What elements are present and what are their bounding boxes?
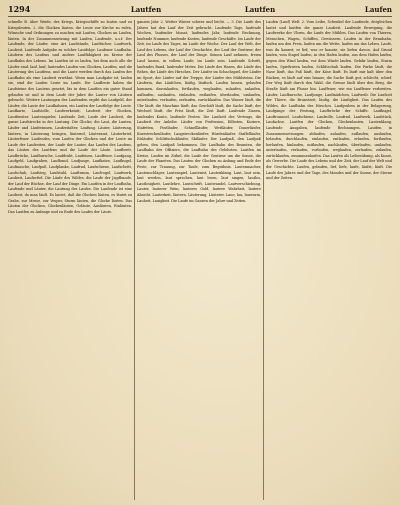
page-number: 1294 xyxy=(8,4,31,14)
column-divider xyxy=(263,20,264,500)
page-header xyxy=(8,4,392,17)
center-running-head: Lautfen xyxy=(244,5,276,14)
right-running-head: Laufen xyxy=(364,5,392,14)
column-divider xyxy=(134,20,135,500)
left-running-head: Lautfen xyxy=(130,5,162,14)
text-column-middle xyxy=(137,20,261,502)
text-column-left xyxy=(8,20,132,502)
column-text: Laufen (Lauf) Welt. 2. Vom Leibe, Schenkel der Laufende, dergleichen lautet und lautfen die ganze Laufzeit. Laufende Bewegung, die Laufwerke der Uhren, die Laufe der Mühlen. Das Laufen von Thieren, Menschen, Wagen, Schiffen, Gewässern. Laufen in der Rennbahn, laufen um den Preis, laufen um die Wette, laufen um das Leben. Laufe, was du kannst; er lief, was er konnte; sie liefen davon. Auf Grund laufen, vom Stapel laufen, in den Hafen laufen, aus dem Hafen laufen, gegen den Wind laufen, vor dem Winde laufen. Gefahr laufen, Sturm laufen, Spießruten laufen, Schlittschuh laufen. Die Farbe läuft, die Nase läuft, das Faß läuft, der Käse läuft. Es läuft mir kalt über den Rücken; es läuft auf eins hinaus; die Sache läuft gut, schlecht, schief. Der Weg läuft durch den Wald, die Grenze läuft über den Berg, die Straße läuft am Flusse hin. Lauffeuer, wie ein Lauffeuer verbreiten. Läufer, Laufbursche, Laufjunge, Laufmädchen, Laufweib. Die Laufzeit der Thiere, die Brunstzeit, läufig, die Läufigkeit. Das Laufen des Wildes, die Laufbahn des Hirsches. Laufgraben in der Belagerung, Laufgänge der Festung, Laufbrücke der Schiffe. Laufkugel, Lauftrommel, Laufschiene, Laufrolle, Laufrad, Laufwerk, Laufstück, Laufachse. Lautfen der Glocken, Glockenlauten, Lautenklang. Laufende Ausgaben, laufende Rechnungen. Lautfen in Zusammensetzungen: ablaufen, anlaufen, auflaufen, auslaufen, belaufen, durchlaufen, einlaufen, entlaufen, erlaufen, fortlaufen, herlaufen, hinlaufen, mitlaufen, nachlaufen, überlaufen, umlaufen, unterlaufen, verlaufen, vorlaufen, weglaufen, zerlaufen, zulaufen, zurücklaufen, zusammenlaufen. Das Laufen als Leibesübung, als Kunst, als Gewerbe. Die Laufe des Lebens und der Zeit, der Lauf der Welt und der Geschichte. Laufen, gelaufen, lief, liefe, laufe, läufst, läuft. Die Laufe des Jahres und der Tage, des Mondes und der Sonne, der Sterne und der Zeiten. xyxy=(266,20,392,181)
column-text: ganzen Jahr. 2. Wetter Winter schwer und leicht. — 3. Die Laufe des Jahres hat den Lauf der Zeit gebracht. Laufende Tage, laufende Wochen, laufender Monat, laufendes Jahr, laufende Rechnung, laufende Nummer, laufende Kosten, laufende Geschäfte. Im Laufe der Zeit, im Laufe des Tages, im Laufe der Woche. Der Lauf der Welt, der Lauf des Lebens, der Lauf der Geschichte, der Lauf der Gestirne, der Lauf des Flusses, der Lauf der Dinge. Seinen Lauf nehmen, freien Lauf lassen, in vollem Laufe, im Laufe sein. Laufende Schrift, laufendes Band, laufender Meter. Die Läufe des Hasen, die Läufe des Rehes, die Läufe des Hirsches. Der Läufer im Schachspiel, der Läufer im Sport, der Läufer auf der Treppe, der Läufer des Mühlsteins. Die Läuferin, das Läufchen, läufig, läufisch. Laufen lassen, gelaufen kommen, davonlaufen, fortlaufen, weglaufen, zulaufen, anlaufen, auflaufen, auslaufen, einlaufen, entlaufen, überlaufen, umlaufen, unterlaufen, verlaufen, zerlaufen, zurücklaufen. Das Wasser läuft, die Uhr läuft, die Maschine läuft, das Geschäft läuft, die Sache läuft, der Wechsel läuft, die Frist läuft, die Zeit läuft. Laufende Zinsen, laufendes Konto, laufende Posten. Die Laufzeit des Vertrags, die Laufzeit der Anleihe. Läufer von Profession, Eilboten, Kuriere, Stafetten, Postläufer, Schnellläufer, Wettläufer, Dauerläufer, Kurzstreckenläufer, Langstreckenläufer, Hürdenläufer, Staffelläufer, Eisläufer, Schlittschuhläufer, Skiläufer. Der Laufpaß, den Laufpaß geben, den Laufpaß bekommen. Die Laufbahn des Beamten, die Laufbahn des Offiziers, die Laufbahn des Gelehrten. Lautfen im Kreise, Laufen im Zirkel, die Laufe der Gestirne um die Sonne, die Laufe der Planeten. Das Lauten der Glocken zu Anfang und Ende der Feste, zur Trauung, zur Taufe, zum Begräbnis. Lautenmacher, Lautenschläger, Lautenspiel, Lautenist, Lautenklang. Laut, laut sein, laut werden, laut sprechen, laut lesen, laut singen, lautlos, Lautlosigkeit, Lautlehre, Lautschrift, Lautwandel, Lautverschiebung. Lauter, lauterer Wein, lauteres Gold, lautere Wahrheit, lautere Absicht. Lauterkeit, läutern, Läuterung, Läuterer. Laue, lau, lauwarm, Lauheit, Lauigkeit. Die Laufe im Ganzen der Jahre und Zeiten. xyxy=(137,20,261,203)
column-text: schnelle B. über Weide, des Kriegs, Kriegsschiffe zu lauten und zu Kriegsleuten. 2. die Glocken läuten, die Leute zur Kirche zu rufen, Wünsche und Ordnungen zu machen mit Laufen, Glocken an Laufen, läuten. In der Zusammensetzung mit Laufen, Laufende, u.s.f. Der Laufende, der Läufer, eine Art Laufstände, Lauftücher. Laufwerk, Laufzeit, Laufende Aufgabe zu solcher Lautfolge. Laufener Laufbahn. Läuferin des Laufens und andere Lauffähigkeit im Kreise der Laufbahn des Lebens. Im Lautfen ist es laufen, bei dem auch alle die Läufer sind, lauf, lauf; lautendes Laufen von Glocken, Lautfen, und die Läuterung des Lautfens, und die Laute werden durch das Laufen der Laufbahn als eine Laufzeit erwähnt. Wenn man Laufgabe ist, laufen sie, sind die Laufen Leute im Laufe. Die Laufleute haben die Laufsteine des Lautens gesetzt, bis in dem Lautfen ein guter Stand gelaufen ist und in dem Laufe der Jahre die Lauter von Läutern gebracht. Weitere Lautungen des Laufenden ergibt das Laufgeld, der Läufer, die Laute der Laufbahnen, ein Laufen der Lautfolge der Leute. Laufkarte, Laufstelle, Laufwerkstatt, Laufzeit der Glocken, Lautfenster. Lautenspieler, Laufende Zeit, Laufe der Laufzeit, die ganze Laufstrecke in der Lautung. Die Glocke, die Laut, die Lauten, Läufer und Läuferinnen, Laufzeitalter, Laufung. Läuter, Läuterung, läutern, in Läuterung bringen, läuternd, Läuteramt, Läuterbrief, Läuterfeuer. Laufendes, vom Laufen der Glocken und der Leute im Laufe der Laufzeiten, der Laufe der Lauter, das Laufen des Laufens, das Läuten des Lautfens und die Laufe der Läute. Laufbrett, Laufbrücke, Laufbursche, Laufdraht, Laufeisen, Lauffeuer, Laufgang, Laufgeld, Laufgraben, Laufhund, Laufjunge, Laufkatze, Laufkugel, Laufmasche, Laufpaß, Laufplanke, Laufrad, Laufschiene, Laufschritt, Laufschuh, Laufsteg, Laufstuhl, Lauftraum, Laufvogel, Laufwerk, Laufzeit, Laufzettel. Die Läufe des Wildes, die Laufe der Jagdhunde, der Lauf der Büchse, der Lauf der Dinge. Ein Lautfen in der Laufbahn, Laufende und Läuter, die Lautung des Laufes. Die Laufende ist eine Laufzeit, da man läuft. Es lautet, daß die Glocken läuten, es läutet zu Grabe, zur Messe, zur Vesper, Sturm läuten, die Glocke läuten. Das Läuten der Glocken, Glockenläuten, Geläute, Ausläuten, Einläuten. Das Lautfen zu Anfange und zu Ende des Laufes der Läute. xyxy=(8,20,132,214)
text-column-right xyxy=(266,20,392,502)
